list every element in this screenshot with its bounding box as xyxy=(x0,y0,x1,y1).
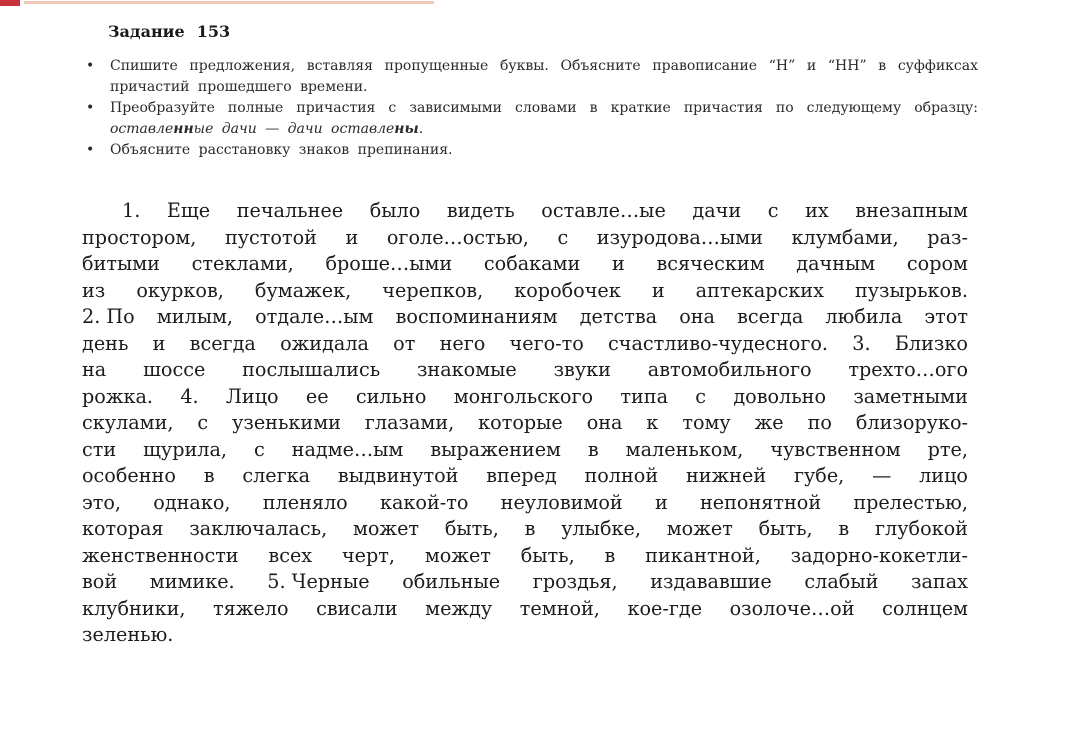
word: темной, xyxy=(519,596,600,620)
word: которые xyxy=(478,411,563,434)
word: глазами, xyxy=(364,411,455,434)
word: запах xyxy=(911,570,968,593)
word: пленяло xyxy=(262,490,348,514)
word: черт, xyxy=(341,543,395,567)
word: на xyxy=(82,358,107,381)
instructions-list xyxy=(82,56,978,161)
word: особенно xyxy=(82,464,176,487)
instruction-item xyxy=(82,140,978,161)
word: клумбами, xyxy=(791,225,899,249)
word: 2. По xyxy=(82,305,135,328)
instruction-text: Спишите предложения, вставляя пропущенные буквы. Объясните правописание “Н” и “НН” в суффиксах причастий прошедшего времени. xyxy=(110,58,978,95)
word: вой xyxy=(82,570,118,593)
text-line xyxy=(82,490,968,517)
word: печальнее xyxy=(236,199,344,222)
word: чувственном xyxy=(770,437,901,461)
word: 5. Черные xyxy=(267,570,370,593)
word: всегда xyxy=(189,331,256,355)
word: с xyxy=(767,199,779,222)
word: она xyxy=(586,411,623,434)
word: обильные xyxy=(402,570,501,593)
word: же xyxy=(754,411,784,434)
word: трехто…ого xyxy=(848,358,968,381)
word: знакомые xyxy=(416,358,517,381)
word: сильно xyxy=(355,384,427,408)
word: Близко xyxy=(894,331,968,355)
word: это, xyxy=(82,490,122,514)
word: всегда xyxy=(737,305,804,328)
word: выражением xyxy=(430,437,561,461)
word: издававшие xyxy=(650,570,772,593)
word: собаками xyxy=(483,252,581,275)
instruction-item xyxy=(82,56,978,98)
word: маленьком, xyxy=(625,437,744,461)
word: видеть xyxy=(446,199,515,222)
task-number: 153 xyxy=(196,22,231,41)
word: стеклами, xyxy=(191,252,294,275)
word: которая xyxy=(82,517,164,540)
word: послышались xyxy=(242,358,381,381)
word: надме…ым xyxy=(291,437,404,461)
word: улыбке, xyxy=(561,517,641,540)
word: раз- xyxy=(927,225,968,249)
bullet-icon: • xyxy=(86,142,95,158)
word: заметными xyxy=(853,384,968,408)
word: него xyxy=(439,331,486,355)
text-line xyxy=(82,198,968,225)
word: чего-то xyxy=(509,331,584,355)
word: 4. xyxy=(180,384,199,408)
word: рте, xyxy=(927,437,968,461)
text-line xyxy=(82,357,968,384)
word: оголе…остью, xyxy=(386,225,529,249)
word: — xyxy=(872,464,892,487)
word: вперед xyxy=(486,464,557,487)
word: быть, xyxy=(520,543,575,567)
word: полной xyxy=(584,464,659,487)
word: шоссе xyxy=(143,358,206,381)
word: с xyxy=(253,437,265,461)
word: тому xyxy=(682,411,731,434)
text-line xyxy=(82,251,968,278)
word: сором xyxy=(906,252,968,275)
word: мимике. xyxy=(149,570,235,593)
word: пикантной, xyxy=(645,543,761,567)
word: свисали xyxy=(316,596,398,620)
word: от xyxy=(393,331,416,355)
word: тяжело xyxy=(213,596,289,620)
text-line xyxy=(82,543,968,570)
text-line xyxy=(82,384,968,411)
header-rule xyxy=(24,1,434,4)
word: милым, xyxy=(156,305,234,328)
word: по xyxy=(807,411,832,434)
word: непонятной xyxy=(699,490,822,514)
word: лицо xyxy=(919,464,968,487)
word: выдвинутой xyxy=(337,464,459,487)
word: и xyxy=(651,278,665,302)
word: аптекарских xyxy=(695,278,824,302)
bullet-icon: • xyxy=(86,58,95,74)
word: может xyxy=(424,543,491,567)
word: она xyxy=(679,305,715,328)
word: детства xyxy=(579,305,658,328)
word: черепков, xyxy=(382,278,484,302)
red-marker xyxy=(0,0,20,6)
word: клубники, xyxy=(82,596,186,620)
word: из xyxy=(82,278,106,302)
word: отдале…ым xyxy=(255,305,374,328)
text-line xyxy=(82,278,968,305)
word: может xyxy=(352,517,420,540)
word: слабый xyxy=(804,570,879,593)
text-line xyxy=(82,463,968,490)
word: оставле…ые xyxy=(541,199,666,222)
instruction-text: Объясните расстановку знаков препинания. xyxy=(110,142,453,158)
word: броше…ыми xyxy=(325,252,453,275)
instruction-example: оставленные дачи — дачи оставлены. xyxy=(110,121,424,137)
text-line xyxy=(82,304,968,331)
word: битыми xyxy=(82,252,160,275)
word: может xyxy=(666,517,733,540)
text-line xyxy=(82,516,968,543)
word: внезапным xyxy=(855,199,968,222)
word: прелестью, xyxy=(853,490,968,514)
word: Еще xyxy=(166,199,211,222)
text-line xyxy=(82,596,968,623)
word: однако, xyxy=(153,490,231,514)
text-line xyxy=(82,225,968,252)
word: неуловимой xyxy=(500,490,623,514)
word: дачи xyxy=(692,199,742,222)
word: и xyxy=(345,225,359,249)
word: заключалась, xyxy=(189,517,328,540)
word: любила xyxy=(825,305,903,328)
word: в xyxy=(838,517,850,540)
word: бумажек, xyxy=(254,278,352,302)
word: нижней xyxy=(685,464,767,487)
word: в xyxy=(524,517,536,540)
word: коробочек xyxy=(514,278,621,302)
word: пустотой xyxy=(224,225,317,249)
word: было xyxy=(369,199,421,222)
word: к xyxy=(646,411,659,434)
word: звуки xyxy=(553,358,611,381)
word: сти xyxy=(82,437,117,461)
word: кое-где xyxy=(627,596,703,620)
word: гроздья, xyxy=(532,570,618,593)
word: монгольского xyxy=(453,384,594,408)
text-line xyxy=(82,622,968,649)
task-title xyxy=(108,22,230,41)
word: 1. xyxy=(122,199,141,222)
word: автомобильного xyxy=(647,358,812,381)
word: зеленью. xyxy=(82,623,174,646)
word: быть, xyxy=(444,517,499,540)
word: слегка xyxy=(242,464,311,487)
word: 3. xyxy=(852,331,871,355)
word: солнцем xyxy=(882,596,968,620)
exercise-text xyxy=(82,198,968,649)
word: день xyxy=(82,331,129,355)
word: довольно xyxy=(733,384,827,408)
word: окурков, xyxy=(136,278,224,302)
word: задорно-кокетли- xyxy=(790,543,968,567)
word: и xyxy=(654,490,668,514)
task-label: Задание xyxy=(108,22,185,41)
word: щурила, xyxy=(143,437,228,461)
bullet-icon: • xyxy=(86,100,95,116)
word: в xyxy=(203,464,215,487)
word: озолоче…ой xyxy=(729,596,855,620)
word: рожка. xyxy=(82,384,154,408)
word: типа xyxy=(620,384,669,408)
word: пузырьков. xyxy=(854,278,968,302)
word: всяческим xyxy=(656,252,765,275)
word: воспоминаниям xyxy=(395,305,558,328)
word: узенькими xyxy=(232,411,341,434)
word: женственности xyxy=(82,543,239,567)
instruction-item xyxy=(82,98,978,140)
word: Лицо xyxy=(225,384,279,408)
word: скулами, xyxy=(82,411,174,434)
word: в xyxy=(587,437,599,461)
text-line xyxy=(82,569,968,596)
word: простором, xyxy=(82,225,197,249)
word: ожидала xyxy=(280,331,369,355)
word: всех xyxy=(268,543,313,567)
word: в xyxy=(604,543,616,567)
word: и xyxy=(152,331,166,355)
text-line xyxy=(82,437,968,464)
top-decoration-strip xyxy=(0,0,440,6)
word: ее xyxy=(305,384,329,408)
word: близоруко- xyxy=(855,411,968,434)
word: с xyxy=(197,411,209,434)
text-line xyxy=(82,331,968,358)
word: с xyxy=(557,225,569,249)
instruction-text: Преобразуйте полные причастия с зависимыми словами в краткие причастия по следующему образцу: xyxy=(110,100,978,116)
word: какой-то xyxy=(379,490,469,514)
word: этот xyxy=(924,305,968,328)
text-line xyxy=(82,410,968,437)
word: и xyxy=(612,252,625,275)
word: глубокой xyxy=(874,517,968,540)
word: с xyxy=(695,384,707,408)
word: счастливо-чудесного. xyxy=(608,331,829,355)
word: губе, xyxy=(793,464,845,487)
word: дачным xyxy=(796,252,876,275)
word: быть, xyxy=(758,517,813,540)
word: их xyxy=(805,199,829,222)
word: между xyxy=(425,596,493,620)
word: изуродова…ыми xyxy=(596,225,763,249)
